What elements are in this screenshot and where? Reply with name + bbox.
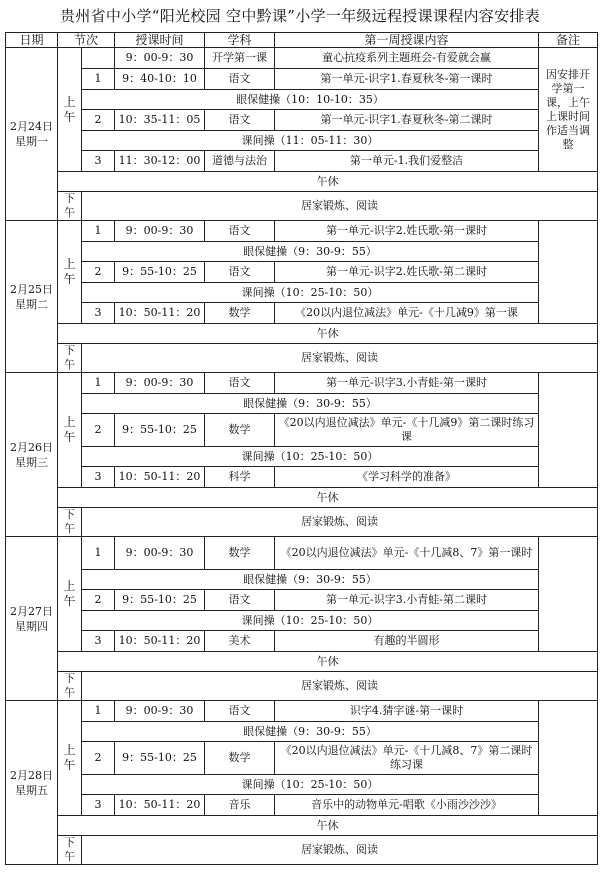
lesson-row xyxy=(6,742,598,775)
subject-cell: 美术 xyxy=(205,631,275,652)
noon-cell: 午休 xyxy=(58,324,598,344)
noon-cell: 午休 xyxy=(58,172,598,192)
afternoon-activity: 居家锻炼、阅读 xyxy=(82,508,598,537)
break-row xyxy=(6,775,598,795)
time-cell: 10：50-11：20 xyxy=(115,631,205,652)
subject-cell: 音乐 xyxy=(205,795,275,816)
subject-cell: 语文 xyxy=(205,701,275,722)
schedule-table xyxy=(5,32,598,865)
afternoon-row xyxy=(6,672,598,701)
note-cell xyxy=(539,221,598,324)
lesson-row xyxy=(6,537,598,570)
break-row xyxy=(6,242,598,262)
time-cell: 10：50-11：20 xyxy=(115,303,205,324)
period-number: 3 xyxy=(82,151,115,172)
lesson-row xyxy=(6,262,598,283)
subject-cell: 科学 xyxy=(205,467,275,488)
morning-label: 上午 xyxy=(58,701,82,816)
morning-label: 上午 xyxy=(58,537,82,652)
morning-label: 上午 xyxy=(58,48,82,172)
note-cell: 因安排开学第一课，上午上课时间作适当调整 xyxy=(539,48,598,172)
subject-cell: 语文 xyxy=(205,262,275,283)
note-cell xyxy=(539,373,598,488)
header-note: 备注 xyxy=(539,33,598,48)
break-cell: 眼保健操（9：30-9：55） xyxy=(82,242,539,262)
subject-cell: 数学 xyxy=(205,537,275,570)
subject-cell: 语文 xyxy=(205,221,275,242)
noon-cell: 午休 xyxy=(58,816,598,836)
schedule-body xyxy=(6,48,598,865)
break-row xyxy=(6,447,598,467)
afternoon-label: 下午 xyxy=(58,192,82,221)
morning-label: 上午 xyxy=(58,221,82,324)
lesson-row xyxy=(6,631,598,652)
noon-row xyxy=(6,816,598,836)
time-cell: 9：00-9：30 xyxy=(115,701,205,722)
content-cell: 音乐中的动物单元-唱歌《小雨沙沙沙》 xyxy=(275,795,539,816)
time-cell: 9：55-10：25 xyxy=(115,414,205,447)
header-content: 第一周授课内容 xyxy=(275,33,539,48)
break-row xyxy=(6,722,598,742)
time-cell: 9：00-9：30 xyxy=(115,537,205,570)
period-number: 2 xyxy=(82,110,115,131)
content-cell: 童心抗疫系列主题班会-有爱就会赢 xyxy=(275,48,539,69)
period-number: 3 xyxy=(82,467,115,488)
time-cell: 9：55-10：25 xyxy=(115,742,205,775)
noon-row xyxy=(6,488,598,508)
content-cell: 《20以内退位减法》单元-《十几减9》第一课 xyxy=(275,303,539,324)
lesson-row xyxy=(6,701,598,722)
noon-row xyxy=(6,652,598,672)
time-cell: 10：35-11：05 xyxy=(115,110,205,131)
subject-cell: 数学 xyxy=(205,742,275,775)
break-row xyxy=(6,283,598,303)
subject-cell: 语文 xyxy=(205,373,275,394)
period-number: 1 xyxy=(82,701,115,722)
lesson-row xyxy=(6,151,598,172)
subject-cell: 语文 xyxy=(205,110,275,131)
break-row xyxy=(6,570,598,590)
noon-row xyxy=(6,172,598,192)
content-cell: 第一单元-识字3.小青蛙-第二课时 xyxy=(275,590,539,611)
break-cell: 眼保健操（10：10-10：35） xyxy=(82,90,539,110)
afternoon-row xyxy=(6,836,598,865)
period-number: 3 xyxy=(82,795,115,816)
lesson-row xyxy=(6,590,598,611)
afternoon-activity: 居家锻炼、阅读 xyxy=(82,836,598,865)
header-date: 日期 xyxy=(6,33,58,48)
period-number: 2 xyxy=(82,590,115,611)
lesson-row xyxy=(6,795,598,816)
lesson-row xyxy=(6,69,598,90)
subject-cell: 道德与法治 xyxy=(205,151,275,172)
subject-cell: 数学 xyxy=(205,414,275,447)
content-cell: 第一单元-1.我们爱整洁 xyxy=(275,151,539,172)
noon-cell: 午休 xyxy=(58,652,598,672)
day-label: 2月28日星期五 xyxy=(6,701,58,865)
period-number: 1 xyxy=(82,537,115,570)
content-cell: 识字4.猜字谜-第一课时 xyxy=(275,701,539,722)
afternoon-label: 下午 xyxy=(58,344,82,373)
break-row xyxy=(6,131,598,151)
noon-row xyxy=(6,324,598,344)
time-cell: 10：50-11：20 xyxy=(115,795,205,816)
content-cell: 第一单元-识字1.春夏秋冬-第二课时 xyxy=(275,110,539,131)
period-number: 1 xyxy=(82,373,115,394)
break-cell: 眼保健操（9：30-9：55） xyxy=(82,722,539,742)
subject-cell: 开学第一课 xyxy=(205,48,275,69)
note-cell xyxy=(539,701,598,816)
lesson-row xyxy=(6,373,598,394)
afternoon-row xyxy=(6,508,598,537)
period-number: 1 xyxy=(82,221,115,242)
period-number xyxy=(82,48,115,69)
lesson-row xyxy=(6,414,598,447)
lesson-row xyxy=(6,48,598,69)
content-cell: 《20以内退位减法》单元-《十几减8、7》第二课时练习课 xyxy=(275,742,539,775)
header-subject: 学科 xyxy=(205,33,275,48)
note-cell xyxy=(539,537,598,652)
morning-label: 上午 xyxy=(58,373,82,488)
afternoon-row xyxy=(6,192,598,221)
content-cell: 《20以内退位减法》单元-《十几减8、7》第一课时 xyxy=(275,537,539,570)
noon-cell: 午休 xyxy=(58,488,598,508)
period-number: 3 xyxy=(82,303,115,324)
lesson-row xyxy=(6,303,598,324)
lesson-row xyxy=(6,221,598,242)
time-cell: 11：30-12：00 xyxy=(115,151,205,172)
content-cell: 第一单元-识字1.春夏秋冬-第一课时 xyxy=(275,69,539,90)
break-cell: 课间操（11：05-11：30） xyxy=(82,131,539,151)
content-cell: 第一单元-识字2.姓氏歌-第二课时 xyxy=(275,262,539,283)
afternoon-activity: 居家锻炼、阅读 xyxy=(82,192,598,221)
afternoon-activity: 居家锻炼、阅读 xyxy=(82,344,598,373)
break-row xyxy=(6,611,598,631)
day-label: 2月24日星期一 xyxy=(6,48,58,221)
header-row xyxy=(6,33,598,48)
period-number: 3 xyxy=(82,631,115,652)
header-time: 授课时间 xyxy=(115,33,205,48)
content-cell: 《20以内退位减法》单元-《十几减9》第二课时练习课 xyxy=(275,414,539,447)
break-cell: 课间操（10：25-10：50） xyxy=(82,775,539,795)
break-cell: 课间操（10：25-10：50） xyxy=(82,283,539,303)
subject-cell: 数学 xyxy=(205,303,275,324)
afternoon-label: 下午 xyxy=(58,836,82,865)
header-period: 节次 xyxy=(58,33,115,48)
break-cell: 眼保健操（9：30-9：55） xyxy=(82,570,539,590)
content-cell: 有趣的半圆形 xyxy=(275,631,539,652)
afternoon-label: 下午 xyxy=(58,508,82,537)
afternoon-activity: 居家锻炼、阅读 xyxy=(82,672,598,701)
break-cell: 课间操（10：25-10：50） xyxy=(82,611,539,631)
subject-cell: 语文 xyxy=(205,590,275,611)
lesson-row xyxy=(6,110,598,131)
time-cell: 9：00-9：30 xyxy=(115,48,205,69)
lesson-row xyxy=(6,467,598,488)
break-cell: 眼保健操（9：30-9：55） xyxy=(82,394,539,414)
time-cell: 9：40-10：10 xyxy=(115,69,205,90)
period-number: 2 xyxy=(82,414,115,447)
break-row xyxy=(6,394,598,414)
period-number: 2 xyxy=(82,262,115,283)
time-cell: 9：55-10：25 xyxy=(115,262,205,283)
period-number: 1 xyxy=(82,69,115,90)
day-label: 2月26日星期三 xyxy=(6,373,58,537)
day-label: 2月27日星期四 xyxy=(6,537,58,701)
day-label: 2月25日星期二 xyxy=(6,221,58,373)
break-cell: 课间操（10：25-10：50） xyxy=(82,447,539,467)
afternoon-label: 下午 xyxy=(58,672,82,701)
page-title: 贵州省中小学“阳光校园 空中黔课”小学一年级远程授课课程内容安排表 xyxy=(59,7,540,25)
content-cell: 《学习科学的准备》 xyxy=(275,467,539,488)
subject-cell: 语文 xyxy=(205,69,275,90)
time-cell: 10：50-11：20 xyxy=(115,467,205,488)
period-number: 2 xyxy=(82,742,115,775)
time-cell: 9：00-9：30 xyxy=(115,221,205,242)
break-row xyxy=(6,90,598,110)
content-cell: 第一单元-识字3.小青蛙-第一课时 xyxy=(275,373,539,394)
time-cell: 9：55-10：25 xyxy=(115,590,205,611)
content-cell: 第一单元-识字2.姓氏歌-第一课时 xyxy=(275,221,539,242)
afternoon-row xyxy=(6,344,598,373)
time-cell: 9：00-9：30 xyxy=(115,373,205,394)
